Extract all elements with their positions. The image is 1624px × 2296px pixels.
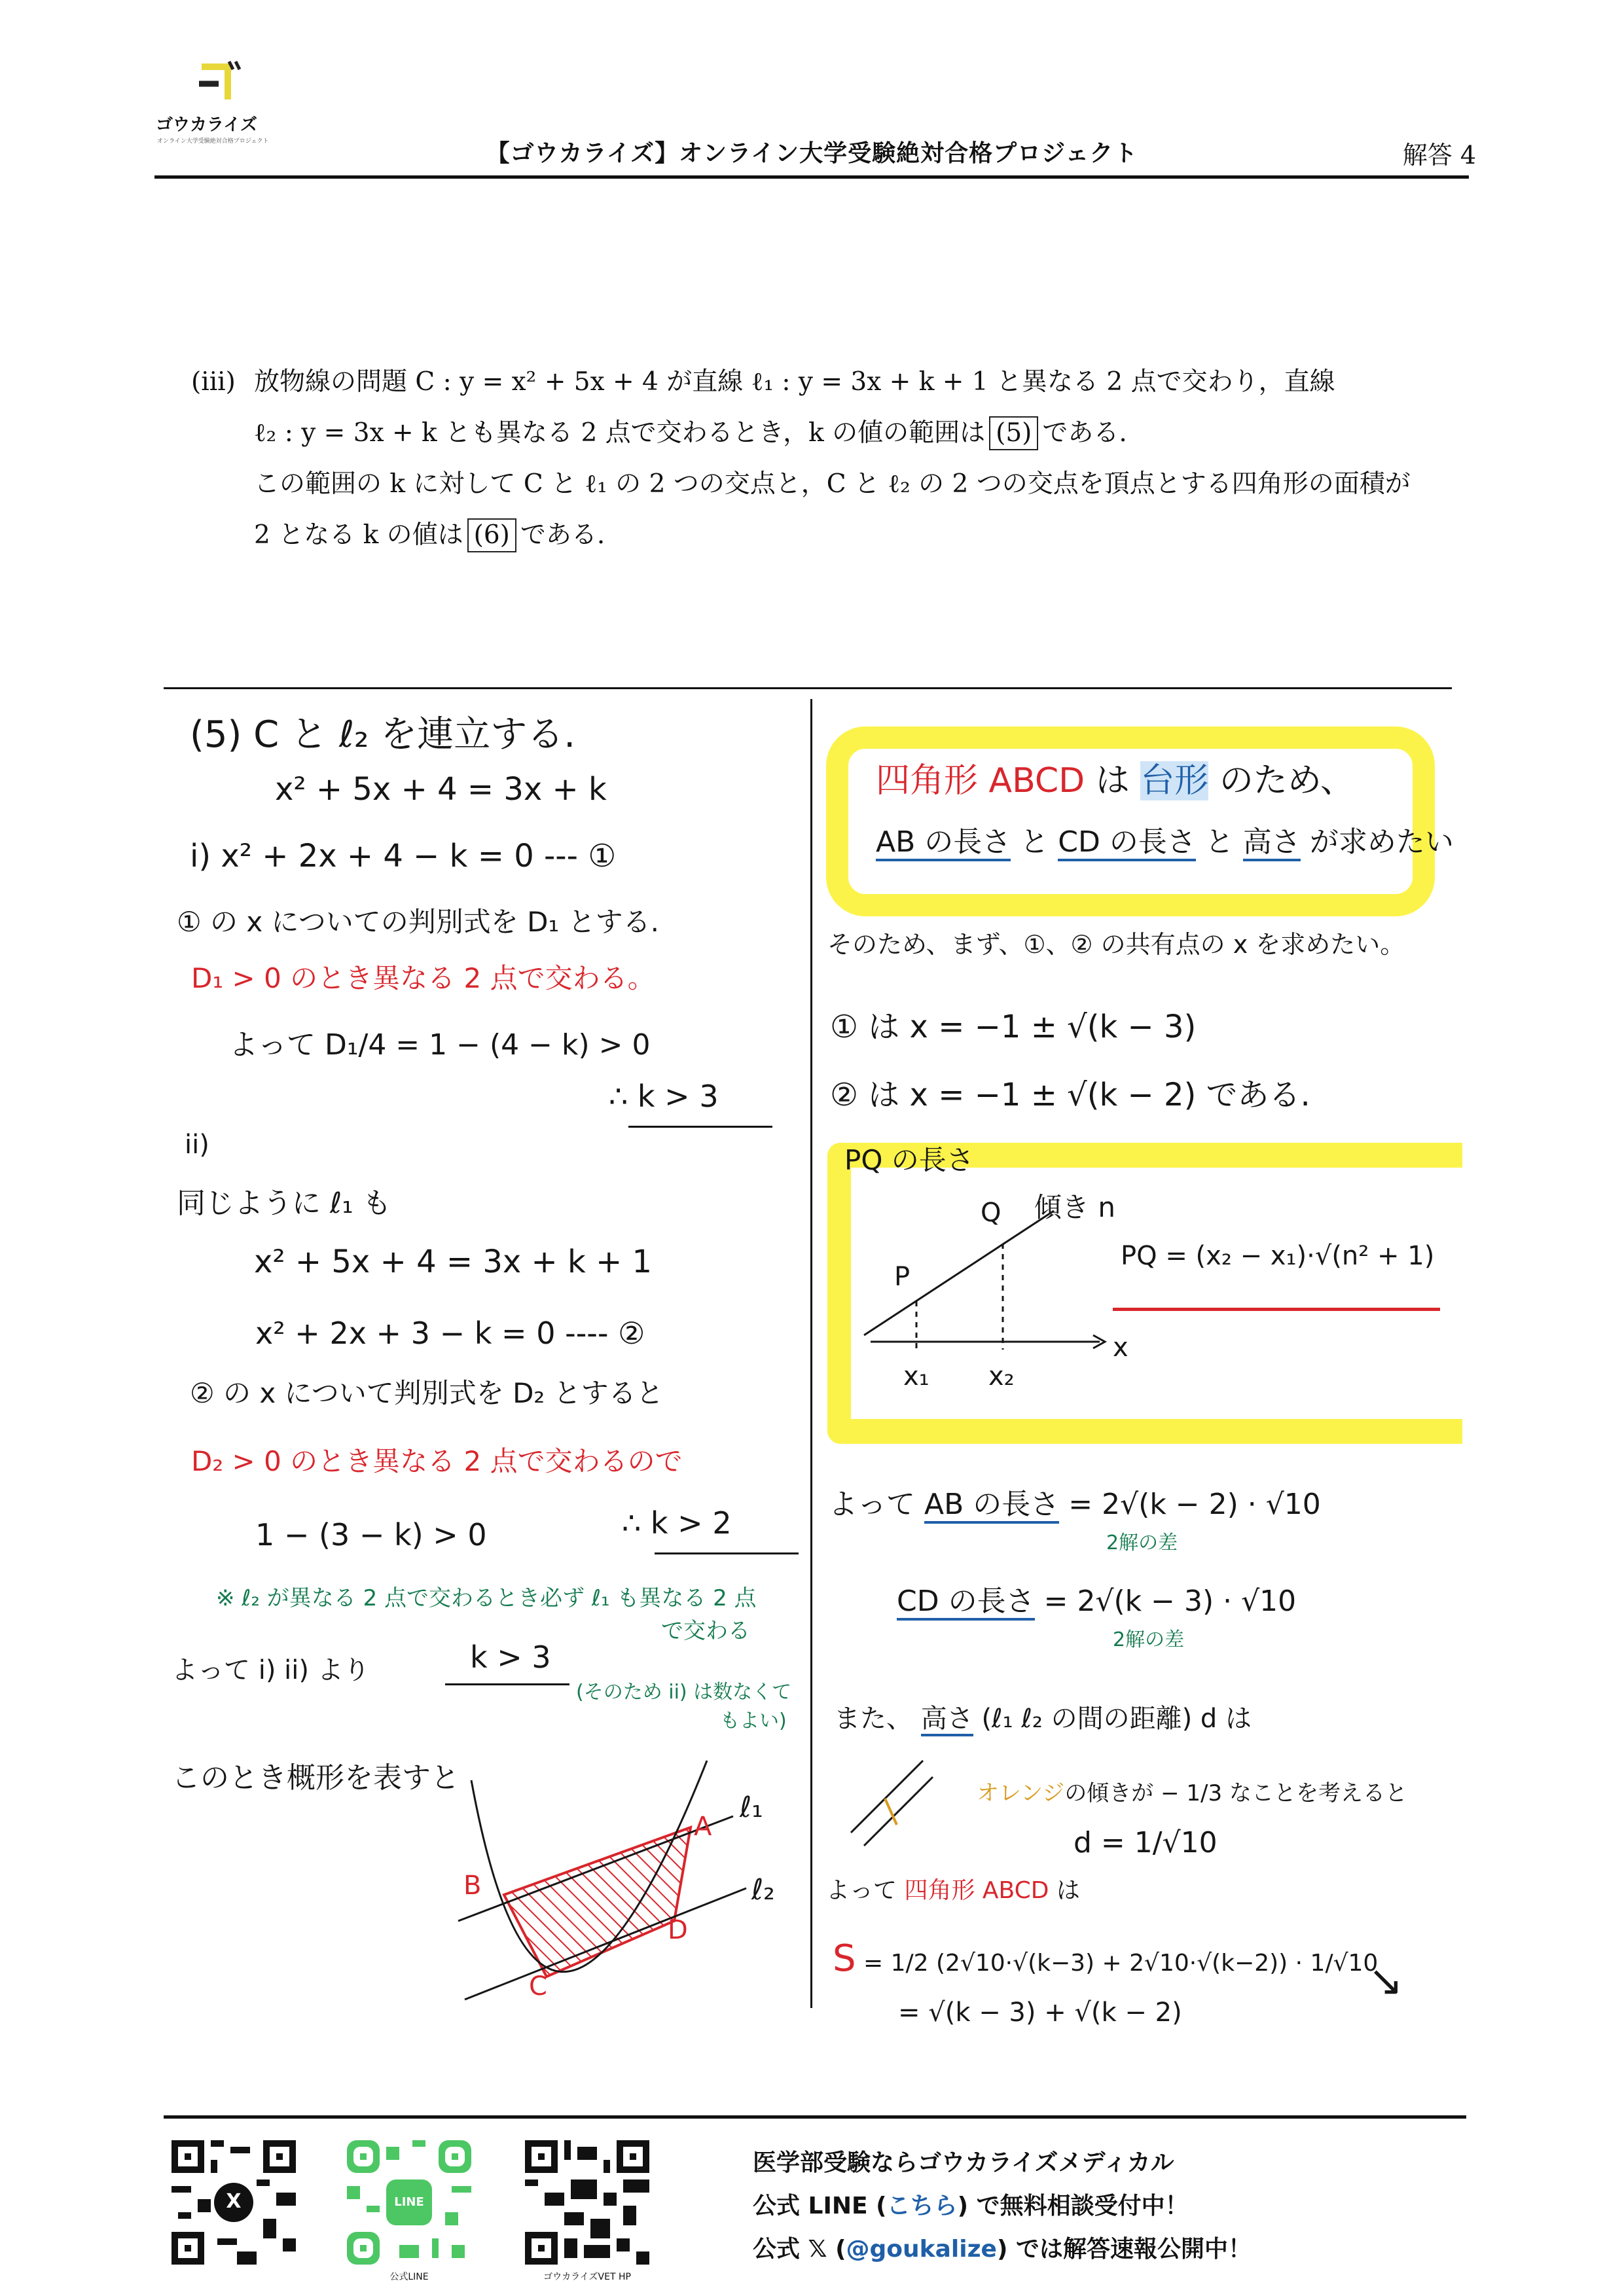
solution-line: x² + 5x + 4 = 3x + k + 1 (254, 1244, 653, 1280)
problem-line: 放物線の問題 C : y = x² + 5x + 4 が直線 ℓ₁ : y = 3x + k + 1 と異なる 2 点で交わり，直線 (254, 367, 1335, 397)
solution-line: 同じように ℓ₁ も (177, 1187, 391, 1220)
solution-line: ② の x について判別式を D₂ とすると (190, 1377, 664, 1409)
text: は (1056, 1877, 1080, 1904)
figure-label: C (529, 1971, 547, 2001)
text: (ℓ₁ ℓ₂ の間の距離) d は (981, 1704, 1252, 1734)
solution-line: D₁ > 0 のとき異なる 2 点で交わる。 (191, 962, 655, 994)
solution-line (834, 1698, 1252, 1735)
figure-label: P (894, 1262, 911, 1292)
figure-label: A (694, 1812, 712, 1842)
text: が求めたい (1309, 825, 1454, 859)
x-logo-icon: X (226, 2190, 242, 2213)
solution-line: PQ の長さ (844, 1144, 974, 1176)
logo (190, 60, 242, 106)
solution-line: よって D₁/4 = 1 − (4 − k) > 0 (229, 1028, 651, 1062)
formula (833, 1937, 1378, 1980)
ab-length: AB の長さ (876, 825, 1011, 861)
parallel-line (864, 1777, 933, 1846)
text: また、 (834, 1704, 912, 1734)
solution-line: ii) (185, 1130, 209, 1160)
solution-line: 1 − (3 − k) > 0 (255, 1517, 487, 1552)
side-note: 2解の差 (1106, 1532, 1178, 1554)
solution-line (876, 818, 1454, 860)
logo-mark-icon (190, 60, 242, 106)
footer-text: ) では解答速報公開中！ (996, 2236, 1252, 2263)
figure-label: B (463, 1871, 482, 1901)
line-logo-icon: LINE (394, 2195, 424, 2209)
side-note: もよい) (720, 1710, 787, 1732)
red-underline (1113, 1308, 1440, 1311)
answer-box-6: (6) (467, 518, 516, 552)
footer-text: ) で無料相談受付中！ (957, 2193, 1189, 2219)
text: のため、 (1219, 761, 1354, 800)
figure-label: x (1113, 1333, 1128, 1363)
figure-label: 傾き n (1034, 1191, 1115, 1223)
height-diagram (844, 1754, 936, 1852)
page-title: 【ゴウカライズ】オンライン大学受験絶対合格プロジェクト (486, 140, 1138, 167)
solution-line: そのため、まず、①、② の共有点の x を求めたい。 (827, 930, 1405, 959)
slope-line (864, 1211, 1054, 1335)
figure-label: x₂ (988, 1361, 1015, 1391)
qr-label-hp: ゴウカライズVET HP (543, 2272, 631, 2282)
figure-label: D (668, 1915, 688, 1945)
footer-line-3 (753, 2231, 1252, 2264)
problem-label: (iii) (191, 367, 236, 397)
formula: = 2√(k − 2) · √10 (1068, 1488, 1321, 1521)
solution-line: x² + 2x + 3 − k = 0 ---- ② (255, 1316, 645, 1351)
formula: = √(k − 3) + √(k − 2) (898, 1998, 1182, 2028)
side-note: 2解の差 (1113, 1628, 1185, 1651)
formula: d = 1/√10 (1074, 1826, 1218, 1859)
logo-tagline: オンライン大学受験絶対合格プロジェクト (157, 138, 269, 145)
solution-line: x² + 5x + 4 = 3x + k (275, 771, 607, 808)
problem-text: である. (1042, 418, 1127, 448)
figure-label: Q (981, 1198, 1001, 1228)
formula-text: = 1/2 (2√10·√(k−3) + 2√10·√(k−2)) · 1/√10 (863, 1950, 1379, 1977)
underline (628, 1126, 772, 1128)
height-term: 高さ (1243, 825, 1301, 861)
formula: PQ = (x₂ − x₁)·√(n² + 1) (1121, 1241, 1435, 1271)
solution-line (829, 1480, 1321, 1522)
solution-line: D₂ > 0 のとき異なる 2 点で交わるので (191, 1445, 683, 1477)
problem-line (195, 510, 1439, 561)
header-rule (154, 175, 1469, 179)
highlight-text: 四角形 ABCD (876, 761, 1085, 800)
figure-label: ℓ₂ (751, 1873, 775, 1907)
footer-line-2 (753, 2187, 1189, 2221)
side-note: (そのため ii) は数なくて (576, 1681, 792, 1704)
solution-line (897, 1577, 1296, 1619)
solution-line: ∴ k > 3 (609, 1079, 719, 1114)
orange-term: オレンジ (977, 1780, 1065, 1806)
logo-text: ゴウカライズ (156, 115, 257, 135)
cd-length: CD の長さ (1058, 825, 1196, 861)
footer-text: 公式 LINE ( (753, 2193, 887, 2219)
solution-line: i) x² + 2x + 4 − k = 0 --- ① (190, 838, 617, 874)
footer-rule (164, 2115, 1466, 2119)
solution-line: ∴ k > 2 (622, 1505, 732, 1541)
qr-label-line: 公式LINE (389, 2272, 429, 2282)
underline (445, 1683, 569, 1685)
area-symbol: S (833, 1937, 856, 1980)
footer-line-1: 医学部受験ならゴウカライズメディカル (753, 2149, 1174, 2176)
underline (655, 1552, 799, 1554)
text: よって (829, 1488, 915, 1521)
formula: = 2√(k − 3) · √10 (1043, 1585, 1297, 1618)
side-note: ※ ℓ₂ が異なる 2 点で交わるとき必ず ℓ₁ も異なる 2 点 (216, 1585, 757, 1611)
solution-line: ② は x = −1 ± √(k − 2) である. (830, 1077, 1310, 1113)
problem-text: ℓ₂ : y = 3x + k とも異なる 2 点で交わるとき，k の値の範囲は (254, 418, 986, 448)
solution-line: (5) C と ℓ₂ を連立する. (190, 713, 576, 756)
line-link[interactable]: こちら (886, 2193, 958, 2219)
qr-pattern-icon (525, 2140, 649, 2265)
solution-line (826, 1872, 1080, 1905)
solution-line (876, 753, 1354, 802)
answer-box-5: (5) (989, 416, 1038, 450)
qr-code-x[interactable] (171, 2140, 296, 2265)
qr-code-hp[interactable] (525, 2140, 649, 2265)
x-account-link[interactable]: @goukalize (846, 2236, 997, 2263)
figure-label: x₁ (903, 1361, 929, 1391)
text: の傾きが − 1/3 なことを考えると (1064, 1780, 1407, 1806)
problem-text: である. (520, 520, 605, 550)
highlight-text: 四角形 ABCD (904, 1877, 1049, 1904)
side-note: で交わる (661, 1618, 750, 1644)
text: は (1095, 761, 1130, 800)
solution-line (977, 1775, 1407, 1807)
distance-segment (885, 1799, 897, 1825)
height-term: 高さ (921, 1704, 973, 1736)
text: と (1204, 825, 1234, 859)
solution-line: ① は x = −1 ± √(k − 3) (830, 1009, 1197, 1045)
problem-line (195, 408, 1439, 459)
continue-arrow-icon: ↘ (1368, 1957, 1403, 2005)
problem-line: この範囲の k に対して C と ℓ₁ の 2 つの交点と，C と ℓ₂ の 2 つの交点を頂点とする四角形の面積が (254, 469, 1411, 499)
text: よって (826, 1877, 897, 1904)
figure-label: ℓ₁ (740, 1791, 763, 1824)
ab-length: AB の長さ (924, 1488, 1059, 1524)
highlight-text: 台形 (1140, 761, 1209, 800)
page-number: 解答 4 (1402, 141, 1476, 170)
problem-text: 2 となる k の値は (254, 520, 463, 550)
solution-line: ① の x についての判別式を D₁ とする. (177, 906, 659, 938)
solution-line: よって i) ii) より (171, 1655, 370, 1685)
solution-top-rule (164, 687, 1452, 689)
problem-statement (191, 357, 1439, 561)
solution-line: このとき概形を表すと (171, 1761, 460, 1795)
cd-length: CD の長さ (897, 1585, 1035, 1621)
text: と (1020, 825, 1049, 859)
qr-code-line[interactable] (347, 2140, 471, 2265)
footer-text: 公式 𝕏 ( (753, 2236, 846, 2263)
solution-line: k > 3 (470, 1640, 551, 1675)
